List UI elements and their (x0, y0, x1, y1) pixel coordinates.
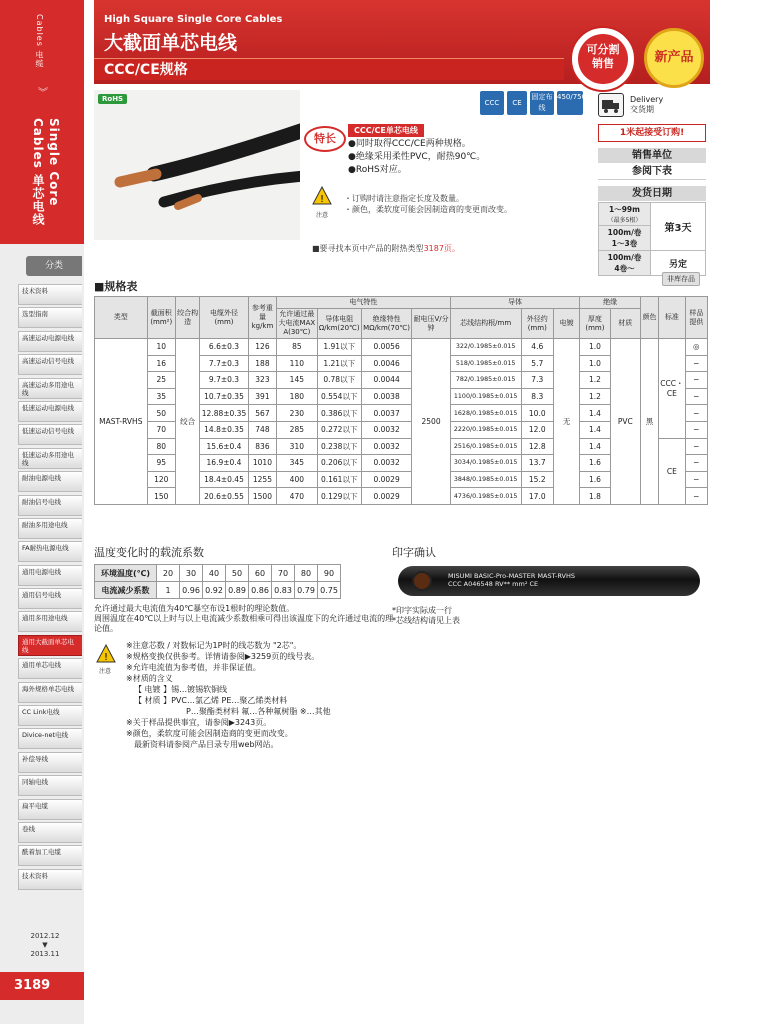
standards-icons (480, 91, 591, 115)
temperature-table (94, 564, 341, 599)
cell-od: 6.6±0.3 (200, 339, 249, 356)
cable-print-line: MISUMI BASIC-Pro-MASTER MAST-RVHS (448, 572, 575, 580)
page-number: 3189 (0, 972, 84, 1000)
sidebar-nav-item[interactable]: 通用电源电线 (18, 565, 82, 586)
ship-qty (599, 226, 651, 251)
cell-sample: − (685, 488, 707, 505)
cell-sample: − (685, 421, 707, 438)
print-note-line: *印字实际成一行 (392, 606, 452, 615)
note-line: ※注意芯数 / 对数标记为1P时的线芯数为 "2芯"。 (126, 641, 302, 650)
sidebar-section-tab: 分类 (26, 256, 82, 276)
sidebar-nav-item[interactable]: 通用大截面单芯电线 (18, 635, 82, 656)
cell-withstand: 2500 (412, 339, 450, 505)
split-sale-badge (570, 26, 636, 92)
sidebar-title: Single Core Cables 单芯电线 (31, 118, 61, 227)
notice-line: ・订购时请注意指定长度及数量。 (344, 194, 464, 203)
new-product-badge: 新产品 (644, 28, 704, 88)
reference-page-link[interactable]: 3187页。 (423, 244, 460, 253)
sidebar-header (0, 0, 84, 244)
order-notice (344, 193, 512, 215)
cell-sample: − (685, 355, 707, 372)
sidebar-nav-item[interactable]: 通用单芯电线 (18, 658, 82, 679)
cable-print-line: CCC A046548 RV** mm² CE (448, 580, 539, 588)
ship-qty-main: 100m/卷 (607, 228, 642, 237)
feature-list (348, 138, 485, 177)
col-plating: 电镀 (553, 309, 579, 339)
warning-icon (312, 186, 332, 206)
temperature-cell: 40 (203, 565, 226, 582)
cell-ins-res: 0.0032 (361, 455, 411, 472)
cell-ins-res: 0.0056 (361, 339, 411, 356)
cell-cond-res: 0.129以下 (317, 488, 361, 505)
cell-current: 400 (277, 471, 317, 488)
col-ins-res: 绝缘特性MΩ/km(70℃) (361, 309, 411, 339)
cell-cond-od: 12.0 (521, 421, 553, 438)
cell-od: 12.88±0.35 (200, 405, 249, 422)
cell-cond-res: 0.161以下 (317, 471, 361, 488)
order-info-panel (598, 124, 706, 276)
cell-weight: 188 (248, 355, 276, 372)
cell-thickness: 1.4 (580, 421, 610, 438)
sidebar-nav-item[interactable]: Divice-net电线 (18, 728, 82, 749)
col-standard: 标准 (659, 297, 686, 339)
cell-ins-res: 0.0038 (361, 388, 411, 405)
cell-structure: 322/0.1985±0.015 (450, 339, 521, 356)
cell-structure: 4736/0.1985±0.015 (450, 488, 521, 505)
cell-od: 10.7±0.35 (200, 388, 249, 405)
ship-date-table (598, 202, 706, 276)
page-title-en: High Square Single Core Cables (104, 14, 283, 25)
feature-tag: 特长 (304, 126, 346, 152)
ship-qty-main: 100m/卷 (607, 253, 642, 262)
cable-print-text (448, 572, 575, 588)
cell-cond-od: 13.7 (521, 455, 553, 472)
factor-cell: 0.86 (249, 582, 272, 599)
feature-item: ●绝缘采用柔性PVC，耐热90℃。 (348, 152, 486, 162)
note-line: ※关于样品提供事宜，请参阅▶3243页。 (126, 718, 272, 727)
cell-weight: 126 (248, 339, 276, 356)
col-type: 类型 (95, 297, 148, 339)
sidebar-nav-item[interactable]: 同轴电线 (18, 775, 82, 796)
svg-text:!: ! (319, 194, 325, 205)
cable-print-image (398, 566, 700, 596)
cell-weight: 1500 (248, 488, 276, 505)
col-color: 颜色 (640, 297, 658, 339)
spec-table (94, 296, 708, 505)
cable-end (412, 571, 432, 591)
cell-ins-res: 0.0032 (361, 421, 411, 438)
sidebar-nav-item[interactable]: 卷线 (18, 822, 82, 843)
cell-area: 16 (147, 355, 175, 372)
sidebar-nav-item[interactable]: 高速运动信号电线 (18, 354, 82, 375)
sidebar-nav-item[interactable]: 通用多用途电线 (18, 611, 82, 632)
factor-cell: 0.89 (226, 582, 249, 599)
cell-thickness: 1.0 (580, 355, 610, 372)
col-thickness: 厚度(mm) (580, 309, 610, 339)
cell-standard: CE (659, 438, 686, 504)
cell-current: 285 (277, 421, 317, 438)
sidebar-nav-item[interactable]: 耐油信号电线 (18, 495, 82, 516)
notes (126, 640, 526, 750)
cell-ins-res: 0.0029 (361, 488, 411, 505)
cell-weight: 323 (248, 372, 276, 389)
cell-cond-od: 4.6 (521, 339, 553, 356)
sidebar-nav-item[interactable]: 补偿导线 (18, 752, 82, 773)
temperature-cell: 50 (226, 565, 249, 582)
sidebar-nav-item[interactable]: 选型指南 (18, 307, 82, 328)
col-material: 材质 (610, 309, 640, 339)
cell-cond-res: 0.272以下 (317, 421, 361, 438)
cell-od: 15.6±0.4 (200, 438, 249, 455)
cell-structure: 1100/0.1985±0.015 (450, 388, 521, 405)
reference-note (312, 243, 460, 254)
feature-item: ●同时取得CCC/CE两种规格。 (348, 139, 471, 149)
cell-od: 18.4±0.45 (200, 471, 249, 488)
cell-weight: 748 (248, 421, 276, 438)
ship-qty-sub: 4卷〜 (614, 264, 635, 273)
cell-strand: 绞合 (175, 339, 199, 505)
cell-cond-od: 12.8 (521, 438, 553, 455)
sidebar-nav-item[interactable]: 酰着加工电缆 (18, 845, 82, 866)
reference-text: ■要寻找本页中产品的附热类型 (312, 244, 424, 253)
ship-date-heading: 发货日期 (598, 186, 706, 202)
note-line: ※材质的含义 (126, 674, 173, 683)
feature-heading: CCC/CE单芯电线 (348, 124, 424, 137)
cell-structure: 2220/0.1985±0.015 (450, 421, 521, 438)
ship-days: 另定 (651, 251, 706, 276)
cell-sample: − (685, 405, 707, 422)
cell-standard: CCC・CE (659, 339, 686, 439)
cell-cond-res: 1.21以下 (317, 355, 361, 372)
cell-current: 345 (277, 455, 317, 472)
rohs-badge: RoHS (98, 94, 127, 104)
temperature-cell: 90 (318, 565, 341, 582)
delivery-label-en: Delivery (630, 95, 664, 104)
cell-area: 35 (147, 388, 175, 405)
cell-weight: 391 (248, 388, 276, 405)
cell-cond-od: 10.0 (521, 405, 553, 422)
cell-cond-res: 0.238以下 (317, 438, 361, 455)
cell-area: 80 (147, 438, 175, 455)
sidebar-nav-item[interactable]: 低速运动信号电线 (18, 424, 82, 445)
cell-type: MAST-RVHS (95, 339, 148, 505)
col-current: 允许通过最大电流MAX A(30℃) (277, 309, 317, 339)
cell-thickness: 1.2 (580, 372, 610, 389)
col-withstand: 耐电压V/分钟 (412, 309, 450, 339)
cell-od: 7.7±0.3 (200, 355, 249, 372)
note-line: ※规格变换仅供参考。详情请参阅▶3259页的线号表。 (126, 652, 320, 661)
spec-title: ■规格表 (94, 280, 138, 293)
ship-days: 第3天 (651, 203, 706, 251)
cell-area: 150 (147, 488, 175, 505)
sidebar-nav-item[interactable]: 低速运动电源电线 (18, 401, 82, 422)
feature-item: ●RoHS对应。 (348, 165, 407, 175)
cell-cond-res: 0.206以下 (317, 455, 361, 472)
cell-current: 470 (277, 488, 317, 505)
cell-area: 95 (147, 455, 175, 472)
cell-area: 10 (147, 339, 175, 356)
cell-thickness: 1.2 (580, 388, 610, 405)
sidebar-nav-item[interactable]: 低速运动多用途电线 (18, 448, 82, 469)
cell-sample: − (685, 471, 707, 488)
cell-weight: 1255 (248, 471, 276, 488)
cell-cond-od: 7.3 (521, 372, 553, 389)
cell-structure: 782/0.1985±0.015 (450, 372, 521, 389)
cell-cond-od: 8.3 (521, 388, 553, 405)
factor-cell: 1 (157, 582, 180, 599)
temperature-title: 温度变化时的载流系数 (94, 546, 204, 559)
split-sale-line1: 可分割 (586, 43, 620, 56)
cell-sample: − (685, 372, 707, 389)
ship-qty (599, 251, 651, 276)
cell-sample: ◎ (685, 339, 707, 356)
delivery-label (630, 95, 663, 115)
cell-area: 25 (147, 372, 175, 389)
note-line: 【 电镀 】锡…镀锡软铜线 (134, 685, 228, 694)
cell-od: 16.9±0.4 (200, 455, 249, 472)
col-structure: 芯线结构根/mm (450, 309, 521, 339)
date-start: 2012.12 (30, 932, 60, 940)
col-cond-res: 导体电阻Ω/km(20℃) (317, 309, 361, 339)
cell-cond-od: 15.2 (521, 471, 553, 488)
table-row (95, 339, 708, 356)
cell-current: 145 (277, 372, 317, 389)
cell-cond-od: 5.7 (521, 355, 553, 372)
cell-area: 50 (147, 405, 175, 422)
sidebar-nav-item[interactable]: CC Link电线 (18, 705, 82, 726)
print-note-line: *芯线结构请见上表 (392, 616, 460, 625)
warning-label: 注意 (316, 212, 329, 219)
cell-current: 230 (277, 405, 317, 422)
sales-unit-value: 参阅下表 (598, 164, 706, 180)
ce-icon: CE (507, 91, 527, 115)
print-check-title: 印字确认 (392, 546, 436, 559)
col-sample: 样品提供 (685, 297, 707, 339)
date-range (30, 932, 60, 959)
temperature-cell: 60 (249, 565, 272, 582)
sidebar-nav-item[interactable]: FA耐热电源电线 (18, 541, 82, 562)
warning-icon (96, 644, 116, 664)
sidebar-nav-item[interactable]: 耐油多用途电线 (18, 518, 82, 539)
cell-area: 120 (147, 471, 175, 488)
cell-thickness: 1.4 (580, 438, 610, 455)
page-title: 大截面单芯电线 (104, 32, 238, 54)
ship-qty (599, 203, 651, 226)
ship-qty-sub: 1〜3卷 (611, 239, 638, 248)
note-line: 最新资料请参阅产品目录专用web网站。 (134, 740, 279, 749)
temperature-note (94, 604, 394, 634)
factor-cell: 0.92 (203, 582, 226, 599)
cell-structure: 2516/0.1985±0.015 (450, 438, 521, 455)
sidebar-nav (18, 284, 82, 892)
group-insulation: 绝缘 (580, 297, 641, 309)
chevron-down-icon: ︾ (38, 88, 48, 99)
col-strand: 绞合构造 (175, 297, 199, 339)
ship-qty-sub: （最多5根） (607, 217, 642, 224)
cell-current: 85 (277, 339, 317, 356)
cell-sample: − (685, 455, 707, 472)
ship-row (599, 203, 706, 226)
cell-current: 310 (277, 438, 317, 455)
cell-weight: 836 (248, 438, 276, 455)
factor-cell: 0.75 (318, 582, 341, 599)
col-area: 截面积(mm²) (147, 297, 175, 339)
cell-cond-res: 0.78以下 (317, 372, 361, 389)
temperature-note-line: 周围温度在40℃以上时与以上电流减少系数相乘可得出该温度下的允许通过电流的理论值。 (94, 614, 394, 633)
cell-structure: 518/0.1985±0.015 (450, 355, 521, 372)
col-cond-od: 外径约(mm) (521, 309, 553, 339)
factor-cell: 0.79 (295, 582, 318, 599)
group-electrical: 电气特性 (277, 297, 451, 309)
fixed-wiring-icon: 固定布线 (530, 91, 554, 115)
cell-cond-res: 1.91以下 (317, 339, 361, 356)
cell-current: 110 (277, 355, 317, 372)
sales-unit-heading: 销售单位 (598, 148, 706, 164)
cell-structure: 3848/0.1985±0.015 (450, 471, 521, 488)
sidebar-category-label: Cables 电缆 (35, 14, 44, 69)
date-arrow: ▼ (42, 941, 48, 949)
temperature-cell: 80 (295, 565, 318, 582)
cell-structure: 1628/0.1985±0.015 (450, 405, 521, 422)
note-line: ※允许电流值为参考值，并非保证值。 (126, 663, 261, 672)
cell-ins-res: 0.0029 (361, 471, 411, 488)
sidebar-nav-item[interactable]: 高速运动多用途电线 (18, 378, 82, 399)
notice-line: ・颜色，柔软度可能会因制造商的变更而改变。 (344, 205, 512, 214)
cell-current: 180 (277, 388, 317, 405)
cell-cond-res: 0.386以下 (317, 405, 361, 422)
cell-thickness: 1.4 (580, 405, 610, 422)
cell-plating: 无 (553, 339, 579, 505)
cell-weight: 567 (248, 405, 276, 422)
date-end: 2013.11 (30, 950, 60, 958)
cell-ins-res: 0.0032 (361, 438, 411, 455)
cell-thickness: 1.6 (580, 471, 610, 488)
factor-row-label: 电流减少系数 (95, 582, 157, 599)
minimum-order: 1米起接受订购! (598, 124, 706, 142)
sidebar-nav-item[interactable]: 海外规格单芯电线 (18, 682, 82, 703)
cell-od: 9.7±0.3 (200, 372, 249, 389)
truck-icon (598, 93, 624, 117)
temperature-cell: 30 (180, 565, 203, 582)
col-weight: 参考重量kg/km (248, 297, 276, 339)
cell-weight: 1010 (248, 455, 276, 472)
cell-sample: − (685, 388, 707, 405)
factor-cell: 0.83 (272, 582, 295, 599)
cell-od: 20.6±0.55 (200, 488, 249, 505)
ship-qty-main: 1〜99m (609, 205, 640, 214)
cell-sample: − (685, 438, 707, 455)
temperature-row-label: 环境温度(℃) (95, 565, 157, 582)
cell-ins-res: 0.0044 (361, 372, 411, 389)
cell-thickness: 1.0 (580, 339, 610, 356)
sidebar-nav-item[interactable]: 扁平电缆 (18, 799, 82, 820)
page-subtitle: CCC/CE规格 (94, 58, 564, 80)
temperature-note-line: 允许通过最大电流值为40℃暴空布设1根时的理论数值。 (94, 604, 295, 613)
voltage-icon: 450/750V (557, 91, 583, 115)
cell-ins-res: 0.0037 (361, 405, 411, 422)
svg-text:!: ! (103, 652, 109, 663)
cell-area: 70 (147, 421, 175, 438)
sidebar-nav-item[interactable]: 技术资料 (18, 869, 82, 890)
cell-thickness: 1.6 (580, 455, 610, 472)
temperature-cell: 20 (157, 565, 180, 582)
factor-cell: 0.96 (180, 582, 203, 599)
cell-material: PVC (610, 339, 640, 505)
col-od: 电缆外径(mm) (200, 297, 249, 339)
cell-structure: 3034/0.1985±0.015 (450, 455, 521, 472)
temperature-cell: 70 (272, 565, 295, 582)
sidebar-nav-item[interactable]: 通用信号电线 (18, 588, 82, 609)
warning-label: 注意 (99, 668, 112, 675)
cable-photo (94, 90, 300, 240)
cell-thickness: 1.8 (580, 488, 610, 505)
cell-od: 14.8±0.35 (200, 421, 249, 438)
cell-color: 黑 (640, 339, 658, 505)
delivery-label-cn: 交货期 (630, 105, 654, 114)
non-stock-tag: 非库存品 (662, 272, 700, 286)
note-line: 【 材质 】PVC…氯乙烯 PE…聚乙烯类材料 (134, 696, 288, 705)
cell-ins-res: 0.0046 (361, 355, 411, 372)
sidebar-nav-item[interactable]: 高速运动电源电线 (18, 331, 82, 352)
split-sale-line2: 销售 (592, 57, 614, 70)
cell-cond-od: 17.0 (521, 488, 553, 505)
sidebar-nav-item[interactable]: 技术资料 (18, 284, 82, 305)
note-line: P…聚酯类材料 氟…各种氟树脂 ※…其他 (186, 707, 331, 716)
group-conductor: 导体 (450, 297, 579, 309)
cell-cond-res: 0.554以下 (317, 388, 361, 405)
product-photo (94, 90, 300, 240)
sidebar-nav-item[interactable]: 耐油电源电线 (18, 471, 82, 492)
ccc-icon: CCC (480, 91, 504, 115)
print-note (392, 606, 460, 626)
note-line: ※颜色，柔软度可能会因制造商的变更而改变。 (126, 729, 293, 738)
